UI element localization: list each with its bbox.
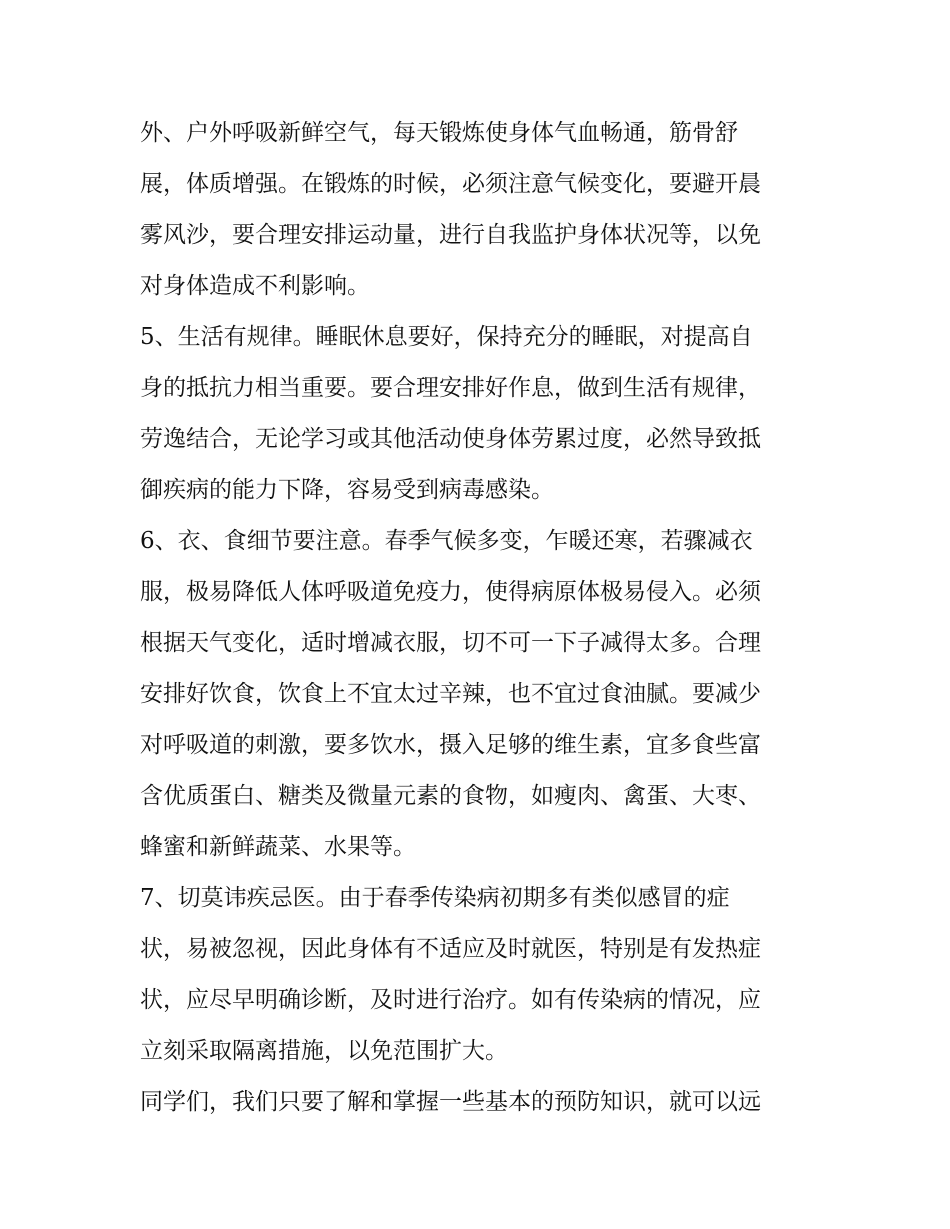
text-line: 5、生活有规律。睡眠休息要好，保持充分的睡眠，对提高自 [140, 324, 753, 350]
text-line: 御疾病的能力下降，容易受到病毒感染。 [140, 477, 554, 503]
text-line: 雾风沙，要合理安排运动量，进行自我监护身体状况等，以免 [140, 222, 761, 248]
text-line: 外、户外呼吸新鲜空气，每天锻炼使身体气血畅通，筋骨舒 [140, 120, 738, 146]
text-line: 蜂蜜和新鲜蔬菜、水果等。 [140, 834, 416, 860]
text-line: 状，应尽早明确诊断，及时进行治疗。如有传染病的情况，应 [140, 987, 761, 1013]
text-line: 状，易被忽视，因此身体有不适应及时就医，特别是有发热症 [140, 936, 761, 962]
body-text [140, 108, 820, 1128]
text-line: 对呼吸道的刺激，要多饮水，摄入足够的维生素，宜多食些富 [140, 732, 761, 758]
text-line: 含优质蛋白、糖类及微量元素的食物，如瘦肉、禽蛋、大枣、 [140, 783, 761, 809]
text-line: 劳逸结合，无论学习或其他活动使身体劳累过度，必然导致抵 [140, 426, 761, 452]
text-line: 同学们，我们只要了解和掌握一些基本的预防知识，就可以远 [140, 1089, 761, 1115]
text-line: 展，体质增强。在锻炼的时候，必须注意气候变化，要避开晨 [140, 171, 761, 197]
text-line: 立刻采取隔离措施，以免范围扩大。 [140, 1038, 508, 1064]
text-line: 安排好饮食，饮食上不宜太过辛辣，也不宜过食油腻。要减少 [140, 681, 761, 707]
text-line: 6、衣、食细节要注意。春季气候多变，乍暖还寒，若骤减衣 [140, 528, 753, 554]
text-line: 对身体造成不利影响。 [140, 273, 370, 299]
text-line: 身的抵抗力相当重要。要合理安排好作息，做到生活有规律， [140, 375, 761, 401]
text-line: 服，极易降低人体呼吸道免疫力，使得病原体极易侵入。必须 [140, 579, 761, 605]
text-line: 7、切莫讳疾忌医。由于春季传染病初期多有类似感冒的症 [140, 885, 730, 911]
text-line: 根据天气变化，适时增减衣服，切不可一下子减得太多。合理 [140, 630, 761, 656]
